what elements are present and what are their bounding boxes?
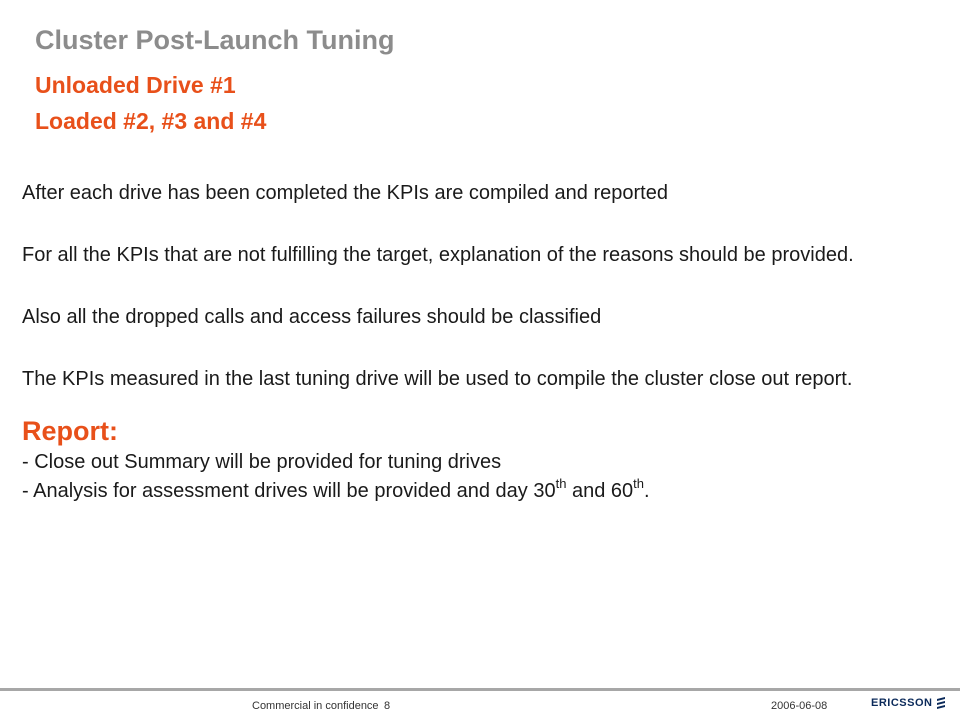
paragraph-dropped-calls: Also all the dropped calls and access failures should be classified (22, 306, 602, 328)
report-item-analysis (22, 477, 942, 506)
footer-divider (0, 688, 960, 691)
report-item-summary: - Close out Summary will be provided for tuning drives (22, 451, 502, 473)
subtitle-unloaded-drive: Unloaded Drive #1 (35, 72, 236, 98)
footer-page-number: 8 (384, 700, 391, 712)
subtitle-loaded-drives: Loaded #2, #3 and #4 (35, 108, 267, 134)
slide-body (22, 178, 942, 506)
logo-wordmark: ERICSSON (871, 696, 933, 709)
paragraph-kpi-explanation: For all the KPIs that are not fulfilling the target, explanation of the reasons should be provided. (22, 244, 854, 266)
report-item-analysis-mid: and 60 (566, 480, 634, 502)
paragraph-close-out-report: The KPIs measured in the last tuning drive will be used to compile the cluster close out report. (22, 368, 853, 390)
footer-date: 2006-06-08 (771, 700, 828, 712)
slide-title: Cluster Post-Launch Tuning (35, 25, 395, 55)
report-heading: Report: (22, 416, 118, 446)
ericsson-logo (871, 696, 946, 709)
report-item-analysis-prefix: - Analysis for assessment drives will be provided and day 30 (22, 480, 556, 502)
ericsson-mark-icon (936, 696, 946, 709)
report-item-analysis-suffix: . (644, 480, 650, 502)
paragraph-kpi-compiled: After each drive has been completed the KPIs are compiled and reported (22, 182, 668, 204)
footer-confidentiality: Commercial in confidence (252, 700, 379, 712)
superscript-th-30: th (555, 476, 567, 492)
superscript-th-60: th (633, 476, 645, 492)
